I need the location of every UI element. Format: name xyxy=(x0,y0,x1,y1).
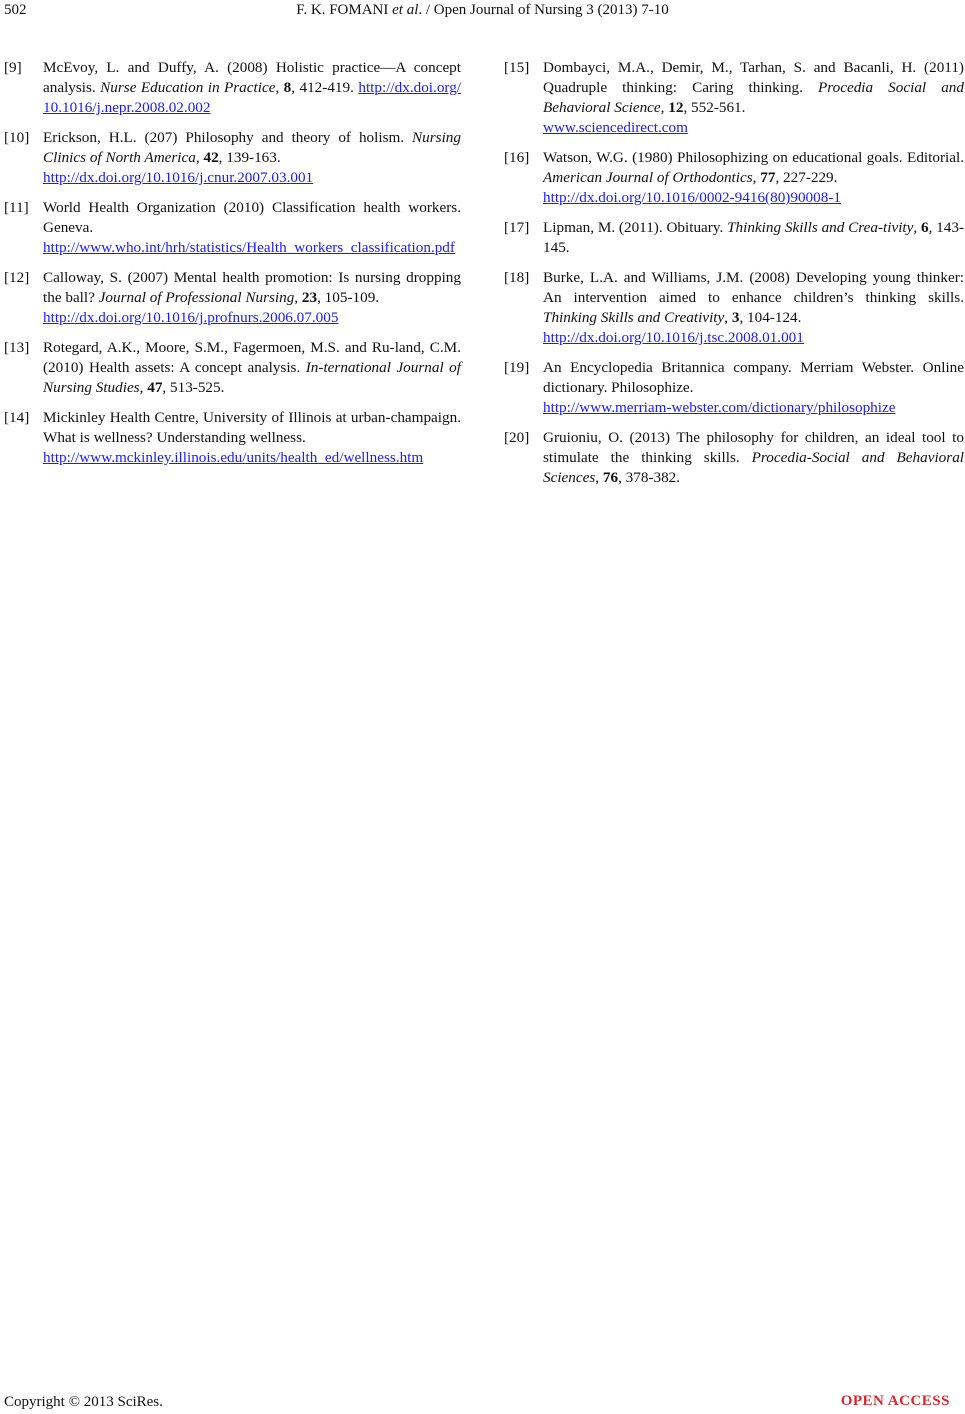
reference-number: [14] xyxy=(4,409,30,426)
reference-number: [11] xyxy=(4,199,29,216)
reference-journal: Thinking Skills and Crea-tivity xyxy=(727,219,914,236)
reference-text: Rotegard, A.K., Moore, S.M., Fagermoen, M.S. and Ru-land, C.M. (2010) Health assets: A concept analysis. xyxy=(43,339,461,376)
reference-link[interactable]: http://dx.doi.org/10.1016/j.cnur.2007.03.001 xyxy=(43,169,314,186)
reference-number: [15] xyxy=(504,59,530,76)
page-header xyxy=(0,0,965,24)
reference-text: , xyxy=(275,79,284,96)
reference-item xyxy=(504,428,964,488)
running-head-etal: et al xyxy=(392,2,419,18)
reference-volume: 47 xyxy=(147,379,163,396)
reference-journal: Procedia-Social and Behavioral Sciences xyxy=(543,449,965,486)
reference-journal: American Journal of Orthodontics xyxy=(543,169,753,186)
reference-item xyxy=(504,358,964,418)
reference-text: McEvoy, L. and Duffy, A. (2008) Holistic practice—A concept analysis. xyxy=(43,59,461,96)
reference-journal: Nursing Clinics of North America xyxy=(43,129,461,166)
reference-text: , 412-419. xyxy=(291,79,359,96)
reference-text: World Health Organization (2010) Classification health workers. Geneva. xyxy=(43,199,461,236)
reference-link[interactable]: http://dx.doi.org/10.1016/0002-9416(80)90008-1 xyxy=(543,189,841,206)
reference-journal: Thinking Skills and Creativity xyxy=(543,309,725,326)
reference-text: Gruioniu, O. (2013) The philosophy for children, an ideal tool to stimulate the thinking skills. xyxy=(543,429,964,466)
open-access-label: OPEN ACCESS xyxy=(840,1393,950,1409)
reference-item xyxy=(4,408,461,468)
reference-link[interactable]: http://www.mckinley.illinois.edu/units/health_ed/wellness.htm xyxy=(43,449,424,466)
reference-item xyxy=(504,268,964,348)
reference-text: , 139-163. xyxy=(218,149,281,166)
reference-number: [19] xyxy=(504,359,530,376)
reference-item xyxy=(4,338,461,398)
reference-text: , xyxy=(913,219,921,236)
reference-volume: 8 xyxy=(283,79,292,96)
running-head-authors: F. K. FOMANI xyxy=(296,2,393,18)
reference-volume: 12 xyxy=(668,99,684,116)
reference-number: [20] xyxy=(504,429,530,446)
reference-item xyxy=(4,128,461,188)
reference-text: , xyxy=(595,469,603,486)
reference-text: Mickinley Health Centre, University of Illinois at urban-champaign. What is wellness? Understanding wellness. xyxy=(43,409,461,446)
reference-item xyxy=(4,58,461,118)
reference-volume: 42 xyxy=(203,149,219,166)
reference-link[interactable]: http://www.who.int/hrh/statistics/Health_workers_classification.pdf xyxy=(43,239,455,256)
reference-journal: Journal of Professional Nursing xyxy=(98,289,295,306)
reference-number: [16] xyxy=(504,149,530,166)
reference-item xyxy=(504,218,964,258)
reference-number: [9] xyxy=(4,59,22,76)
reference-text: , xyxy=(724,309,732,326)
reference-volume: 76 xyxy=(602,469,619,486)
reference-text: , 513-525. xyxy=(162,379,225,396)
reference-text: , 378-382. xyxy=(618,469,681,486)
reference-number: [10] xyxy=(4,129,30,146)
reference-text: , 143-145. xyxy=(543,219,965,256)
reference-volume: 6 xyxy=(920,219,929,236)
reference-text: , xyxy=(752,169,761,186)
reference-text: , 104-124. xyxy=(739,309,802,326)
reference-text: Burke, L.A. and Williams, J.M. (2008) Developing young thinker: An intervention aimed to enhance children’s thinking skills. xyxy=(543,269,964,306)
reference-text: , xyxy=(195,149,204,166)
reference-text: Lipman, M. (2011). Obituary. xyxy=(543,219,728,236)
reference-volume: 77 xyxy=(760,169,776,186)
reference-text: An Encyclopedia Britannica company. Merriam Webster. Online dictionary. Philosophize. xyxy=(543,359,964,396)
reference-text: , 105-109. xyxy=(317,289,380,306)
reference-number: [17] xyxy=(504,219,530,236)
reference-text: , 227-229. xyxy=(775,169,838,186)
reference-number: [18] xyxy=(504,269,530,286)
reference-link[interactable]: http://www.merriam-webster.com/dictionary/philosophize xyxy=(543,399,896,416)
references-left-column xyxy=(4,58,461,478)
reference-link[interactable]: http://dx.doi.org/10.1016/j.profnurs.2006.07.005 xyxy=(43,309,339,326)
reference-text: , xyxy=(139,379,148,396)
reference-journal: Nurse Education in Practice xyxy=(100,79,276,96)
copyright-notice: Copyright © 2013 SciRes. xyxy=(4,1394,163,1410)
reference-item xyxy=(504,148,964,208)
reference-volume: 3 xyxy=(731,309,740,326)
reference-volume: 23 xyxy=(301,289,318,306)
reference-item xyxy=(4,268,461,328)
reference-number: [13] xyxy=(4,339,30,356)
reference-text: Calloway, S. (2007) Mental health promotion: Is nursing dropping the ball? xyxy=(43,269,461,306)
reference-link[interactable]: www.sciencedirect.com xyxy=(543,119,688,136)
reference-text: Erickson, H.L. (207) Philosophy and theory of holism. xyxy=(43,129,413,146)
reference-text: Dombayci, M.A., Demir, M., Tarhan, S. and Bacanli, H. (2011) Quadruple thinking: Caring thinking. xyxy=(543,59,964,96)
references-right-column xyxy=(504,58,964,498)
page-number: 502 xyxy=(4,2,27,18)
reference-link[interactable]: http://dx.doi.org/10.1016/j.nepr.2008.02.002 xyxy=(43,79,462,116)
reference-journal: Procedia Social and Behavioral Science xyxy=(543,79,964,116)
reference-number: [12] xyxy=(4,269,30,286)
reference-link[interactable]: http://dx.doi.org/10.1016/j.tsc.2008.01.001 xyxy=(543,329,804,346)
running-head xyxy=(0,2,965,19)
running-head-journal: . / Open Journal of Nursing 3 (2013) 7-10 xyxy=(418,2,669,18)
reference-item xyxy=(4,198,461,258)
reference-text: Watson, W.G. (1980) Philosophizing on educational goals. Editorial. xyxy=(543,149,964,166)
reference-item xyxy=(504,58,964,138)
reference-text: , 552-561. xyxy=(683,99,746,116)
reference-text: , xyxy=(294,289,302,306)
reference-journal: In-ternational Journal of Nursing Studies xyxy=(43,359,461,396)
reference-text: , xyxy=(660,99,669,116)
